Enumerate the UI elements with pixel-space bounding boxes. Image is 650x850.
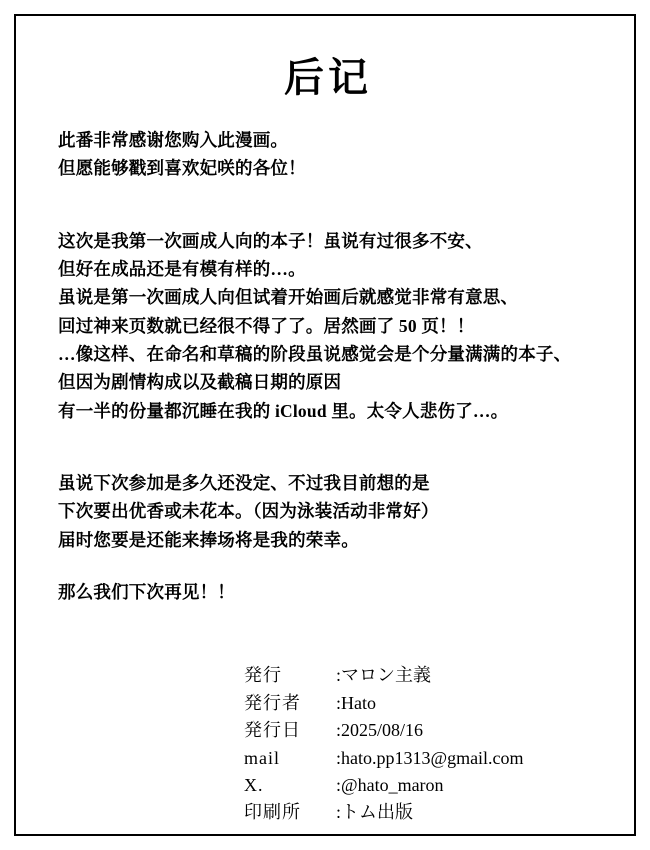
colophon-row [244,745,598,772]
colophon-value: :2025/08/16 [336,720,424,741]
colophon-label: 印刷所 [244,802,301,823]
colophon-label: X. [244,774,264,795]
text-line: 下次要出优香或未花本。（因为泳装活动非常好） [58,501,439,522]
colophon-value: :hato.pp1313@gmail.com [336,747,524,768]
text-line: …像这样、在命名和草稿的阶段虽说感觉会是个分量满满的本子、 [58,344,572,365]
colophon-value: :マロン主義 [336,665,432,686]
text-line: 虽说是第一次画成人向但试着开始画后就感觉非常有意思、 [58,287,519,308]
colophon-label: 発行者 [244,692,301,713]
paragraph-body [58,227,598,425]
paragraph-next [58,469,598,554]
colophon-row [244,717,598,744]
text-line: 这次是我第一次画成人向的本子！虽说有过很多不安、 [58,230,483,251]
text-line: 虽说下次参加是多久还没定、不过我目前想的是 [58,473,430,494]
spacer [58,554,598,578]
text-line: 但因为剧情构成以及截稿日期的原因 [58,372,342,393]
colophon-label: 発行日 [244,720,301,741]
spacer [58,183,598,227]
colophon [58,662,598,826]
colophon-label: 発行 [244,665,282,686]
text-line: 那么我们下次再见！！ [58,582,235,603]
text-line: 此番非常感谢您购入此漫画。 [58,130,289,150]
colophon-value: :トム出版 [336,802,414,823]
colophon-value: :@hato_maron [336,774,444,795]
text-line: 回过神来页数就已经很不得了了。居然画了 50 页！！ [58,315,475,336]
text-line: 但好在成品还是有模有样的…。 [58,259,306,280]
text-line: 但愿能够戳到喜欢妃咲的各位！ [58,158,306,179]
text-line: 届时您要是还能来捧场将是我的荣幸。 [58,529,359,550]
colophon-label: mail [244,747,280,768]
page-content [14,14,636,836]
colophon-row [244,662,598,689]
page-title: 后记 [284,55,372,100]
spacer [58,425,598,469]
paragraph-farewell [58,578,598,606]
text-line: 有一半的份量都沉睡在我的 iCloud 里。太令人悲伤了…。 [58,400,509,421]
colophon-row [244,690,598,717]
paragraph-intro [58,126,598,183]
colophon-row [244,772,598,799]
colophon-value: :Hato [336,692,376,713]
colophon-row [244,799,598,826]
